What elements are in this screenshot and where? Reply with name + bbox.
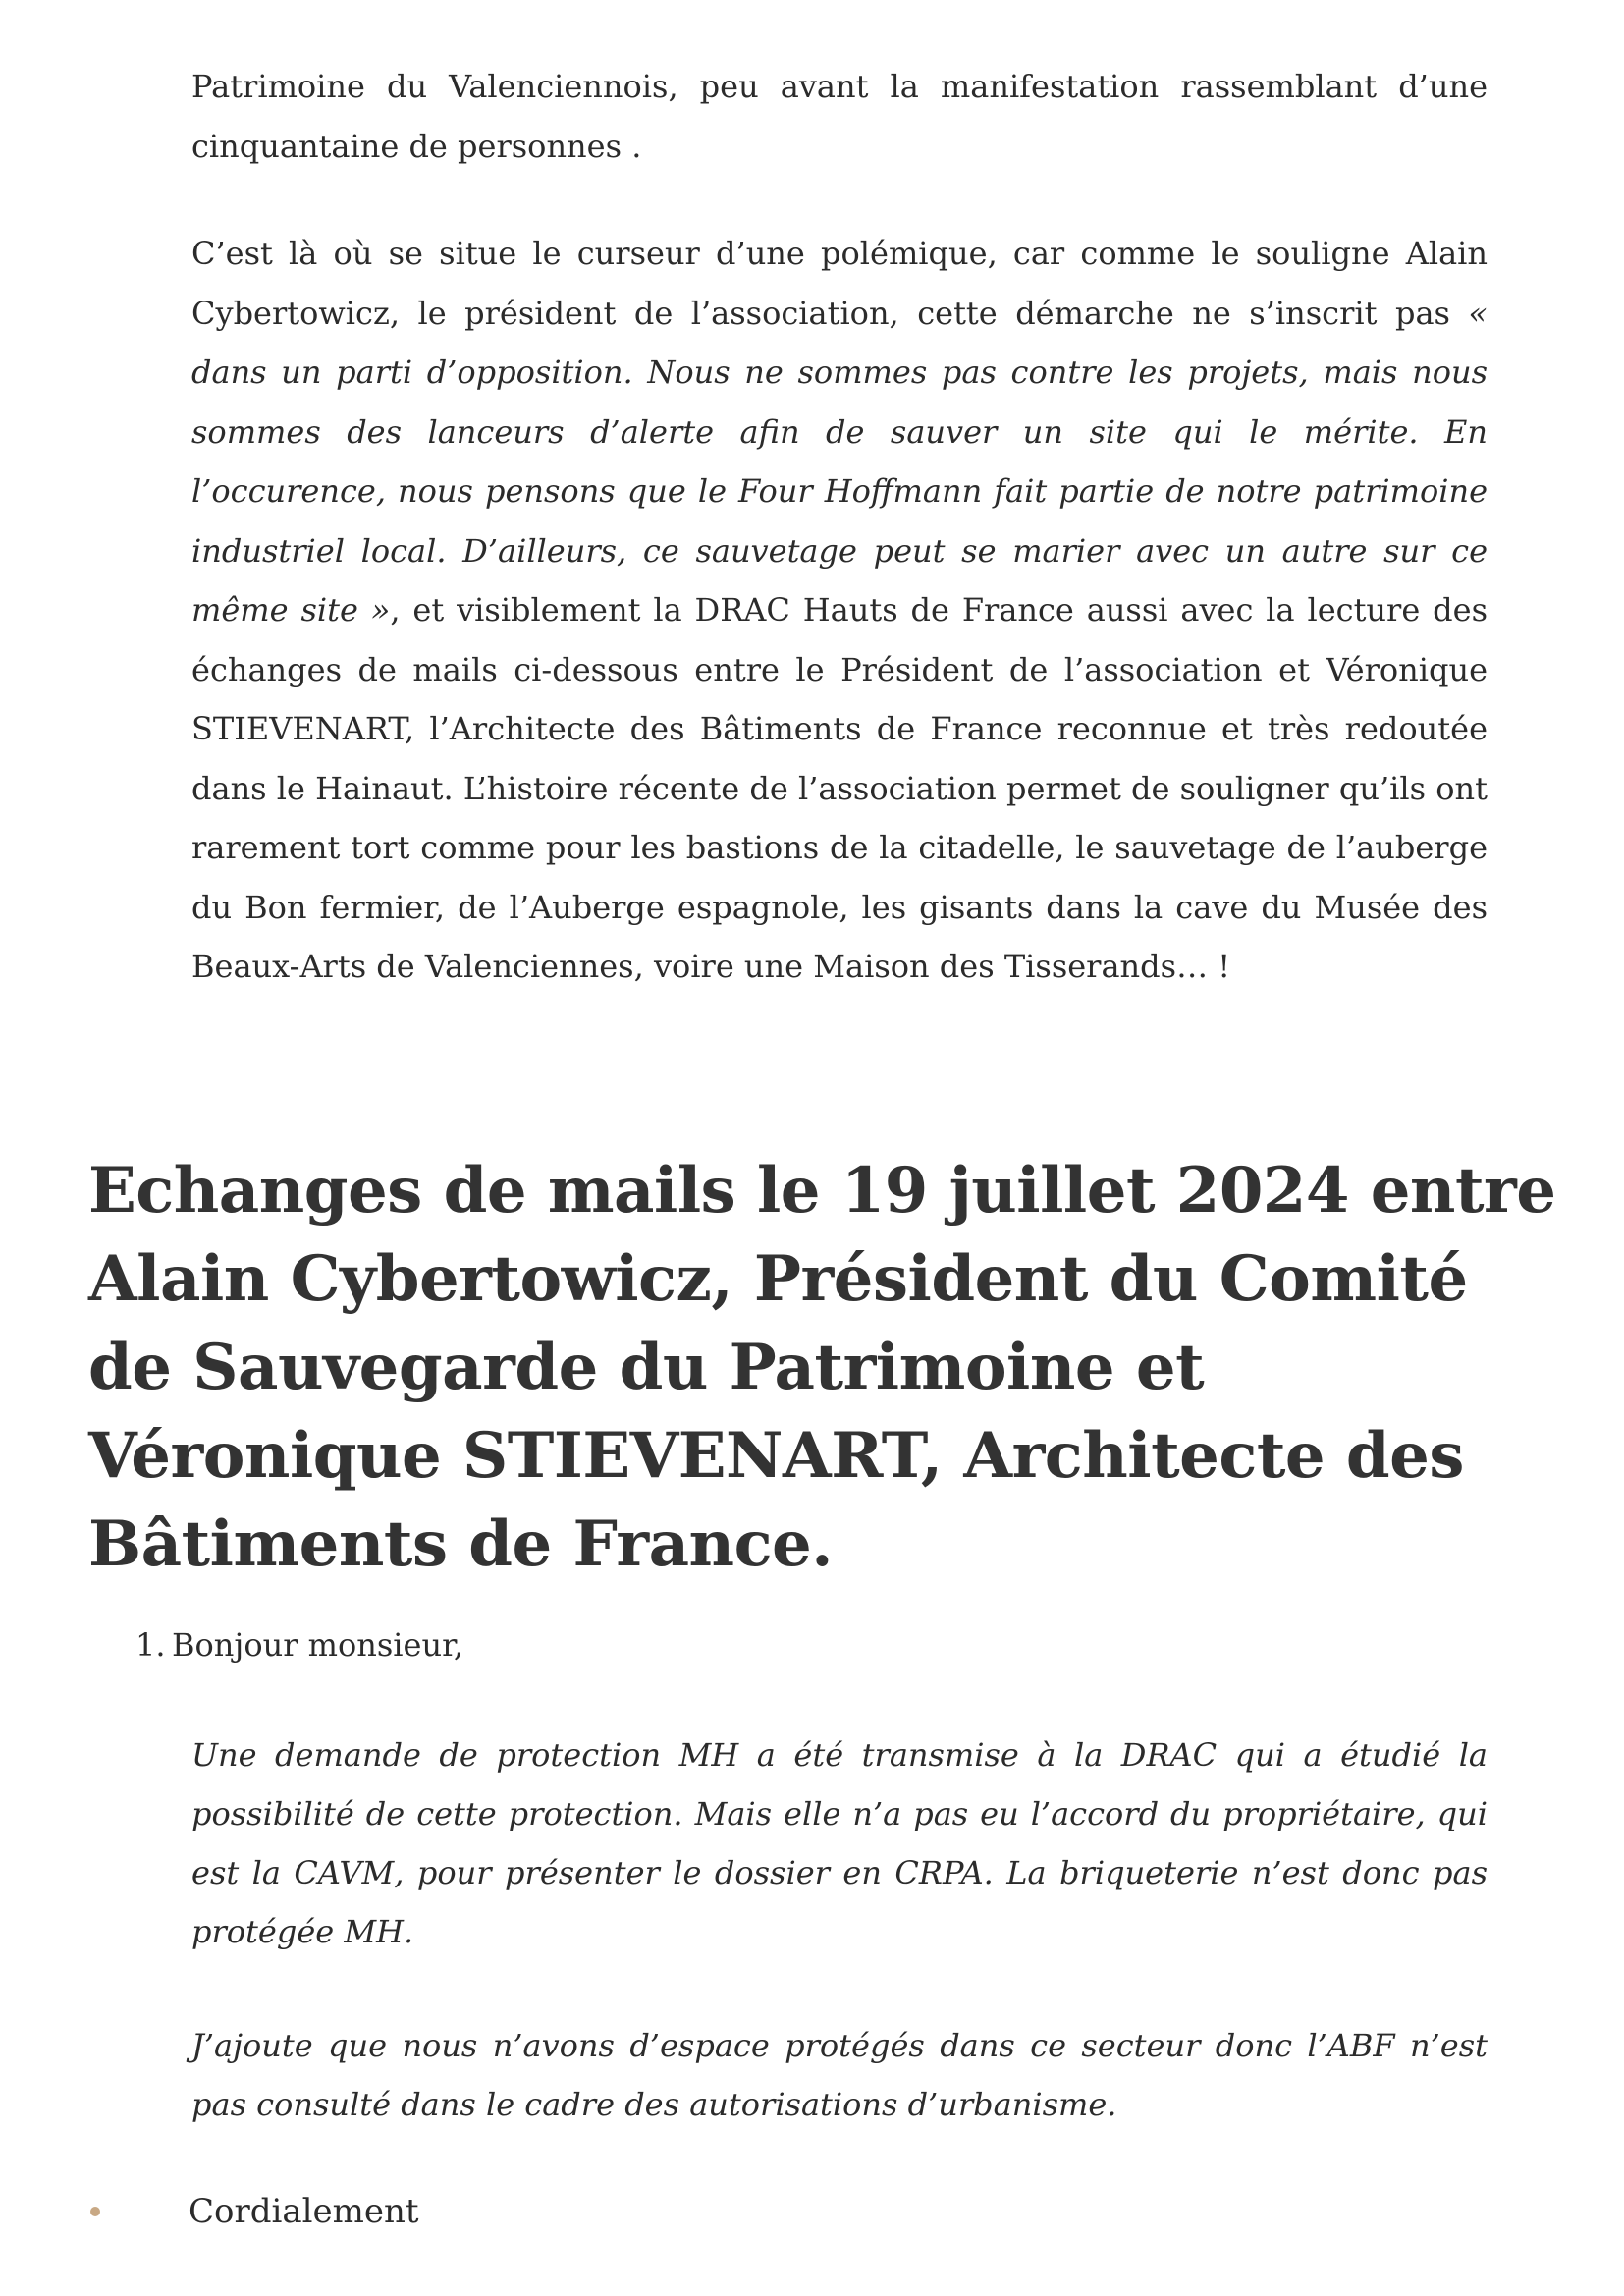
mail-signoff: Cordialement <box>189 2192 419 2231</box>
paragraph-2-intro: C’est là où se situe le curseur d’une polémique, car comme le souligne Alain Cybertowicz, le président de l’association, cette démarche ne s’inscrit pas <box>191 235 1488 332</box>
mail-quote-1: Une demande de protection MH a été transmise à la DRAC qui a étudié la possibilité de cette protection. Mais elle n’a pas eu l’accord du propriétaire, qui est la CAVM, pour présenter le dossier en CRPA. La briqueterie n’est donc pas protégée MH. <box>191 1736 1488 1950</box>
list-number: 1. <box>135 1626 166 1664</box>
mail-greeting: Bonjour monsieur, <box>172 1626 464 1664</box>
article-paragraph-1: Patrimoine du Valenciennois, peu avant la manifestation rassemblant d’une cinquantaine de personnes . <box>191 68 1488 165</box>
article-paragraph-2 <box>191 224 1488 997</box>
paragraph-2-quote: « dans un parti d’opposition. Nous ne sommes pas contre les projets, mais nous sommes des lanceurs d’alerte afin de sauver un site qui le mérite. En l’occurence, nous pensons que le Four Hoffmann fait partie de notre patrimoine industriel local. D’ailleurs, ce sauvetage peut se marier avec un autre sur ce même site » <box>191 294 1488 629</box>
section-heading: Echanges de mails le 19 juillet 2024 entre Alain Cybertowicz, Président du Comité de Sauvegarde du Patrimoine et Véronique STIEVENART, Architecte des Bâtiments de France. <box>88 1154 1556 1581</box>
mail-quote-2: J’ajoute que nous n’avons d’espace protégés dans ce secteur donc l’ABF n’est pas consulté dans le cadre des autorisations d’urbanisme. <box>191 2027 1488 2123</box>
paragraph-2-rest: , et visiblement la DRAC Hauts de France aussi avec la lecture des échanges de mails ci-dessous entre le Président de l’association et Véronique STIEVENART, l’Architecte des Bâtiments de France reconnue et très redoutée dans le Hainaut. L’histoire récente de l’association permet de souligner qu’ils ont rarement tort comme pour les bastions de la citadelle, le sauvetage de l’auberge du Bon fermier, de l’Auberge espagnole, les gisants dans la cave du Musée des Beaux-Arts de Valenciennes, voire une Maison des Tisserands… ! <box>191 591 1489 985</box>
scan-speck-mark <box>90 2207 100 2216</box>
